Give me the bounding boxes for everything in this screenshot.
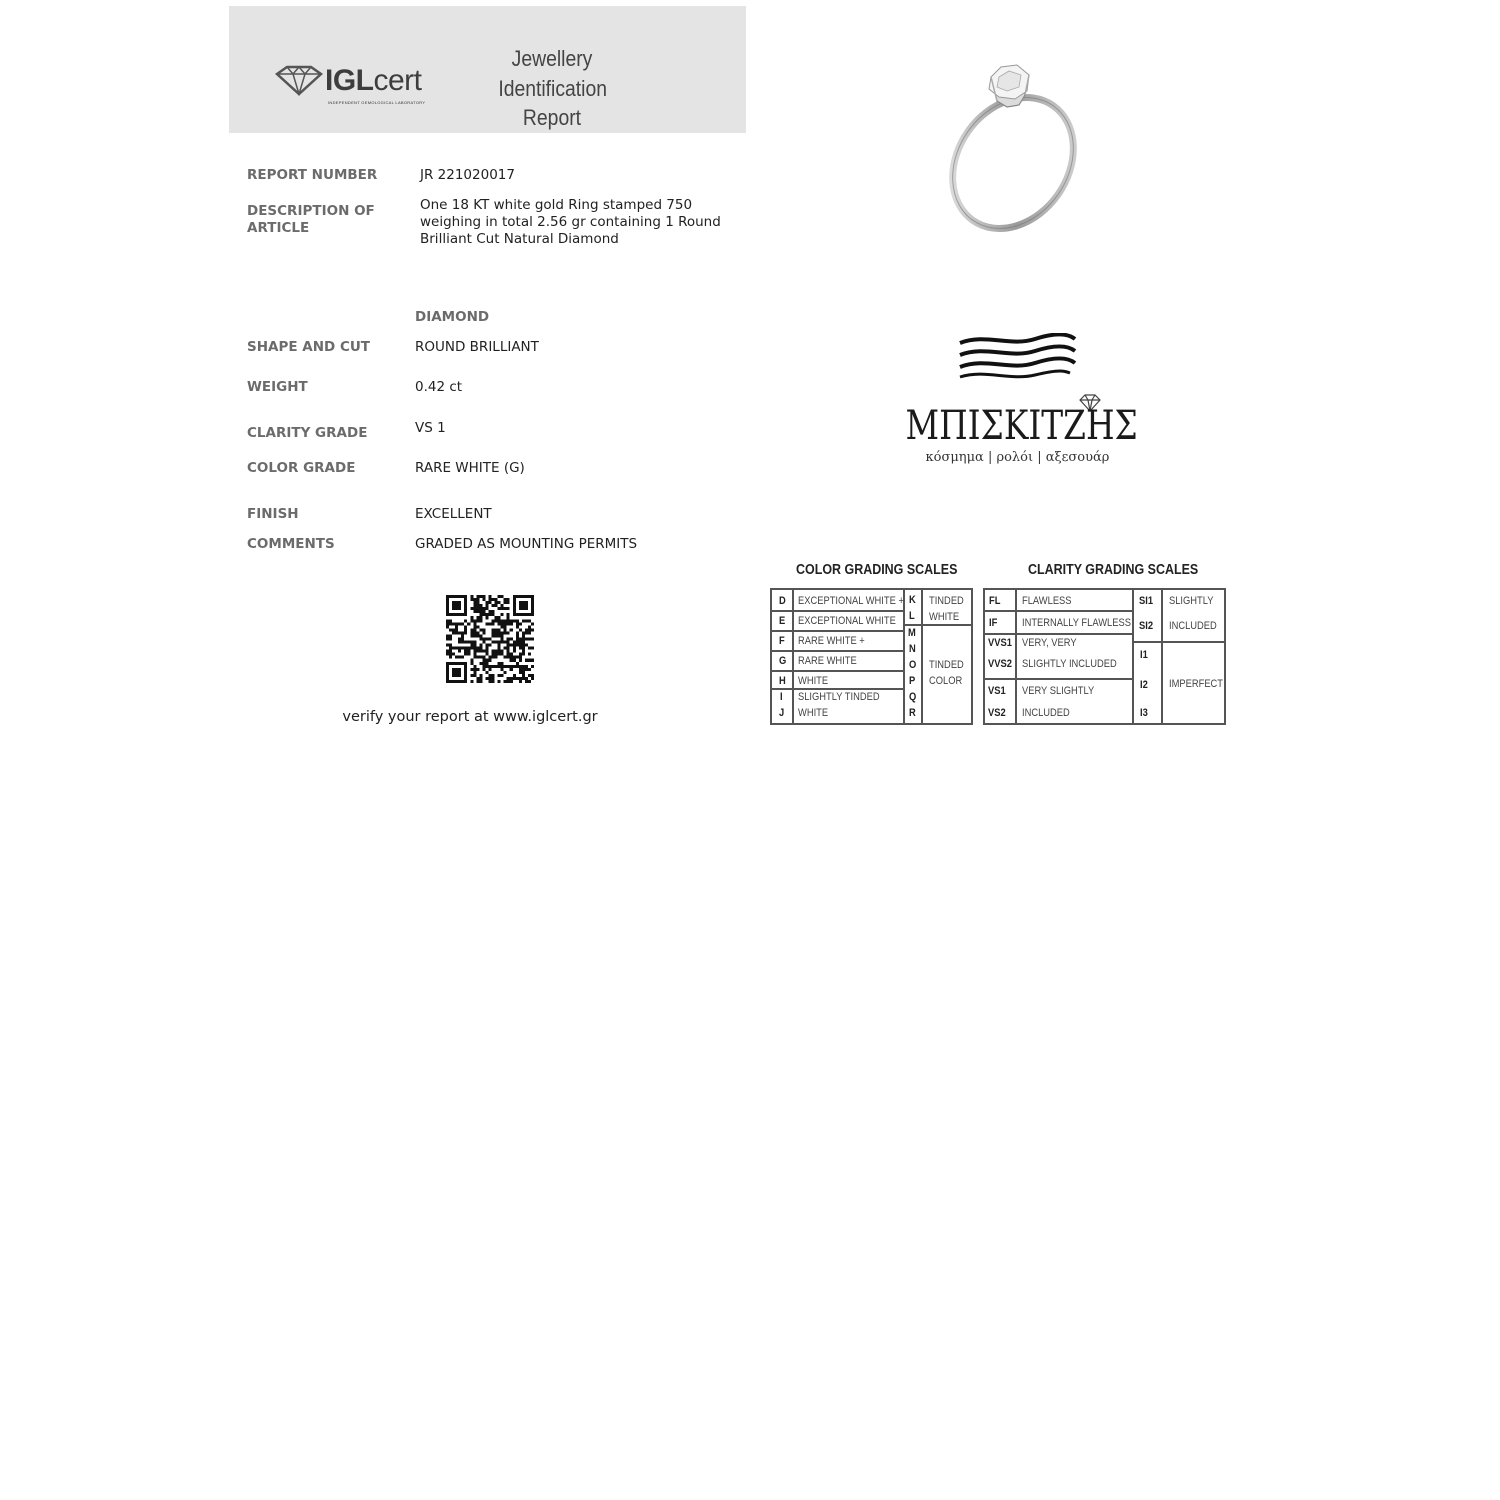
finish-label: FINISH: [247, 506, 299, 522]
clarity-grade-code: [1140, 707, 1149, 720]
clarity-grade-code: [1140, 679, 1149, 692]
table-divider: [984, 633, 1133, 635]
weight-label: WEIGHT: [247, 379, 308, 395]
color-grade-letter-text: D: [779, 595, 786, 607]
color-grade-letter: [779, 675, 787, 688]
color-grade-letter-text: Q: [909, 691, 917, 703]
color-grade-letter: [779, 707, 785, 720]
clarity-grade-desc-text: FLAWLESS: [1022, 595, 1072, 607]
description-line: Brilliant Cut Natural Diamond: [420, 231, 619, 247]
color-grade-desc: [798, 707, 833, 720]
document-title: [491, 44, 613, 133]
color-grade-letter: [909, 691, 918, 704]
comments-value: GRADED AS MOUNTING PERMITS: [415, 536, 638, 552]
color-grade-letter: [909, 659, 918, 672]
color-grade-letter: [909, 594, 917, 607]
clarity-grade-code-text: VS2: [988, 707, 1006, 719]
clarity-grade-desc-text: SLIGHTLY INCLUDED: [1022, 658, 1117, 670]
clarity-grade-code-text: IF: [989, 617, 998, 629]
color-grade-desc: [798, 655, 867, 668]
description-line: weighing in total 2.56 gr containing 1 Round: [420, 214, 721, 230]
tinted-color-label: [929, 659, 970, 672]
brand-waves-logo: [955, 333, 1080, 381]
table-divider: [771, 610, 904, 612]
report-number-label: REPORT NUMBER: [247, 167, 378, 183]
tinted-color-text: COLOR: [929, 675, 963, 687]
color-grade-letter: [909, 675, 916, 688]
color-grade-letter-text: P: [909, 675, 916, 687]
clarity-grade-code: [988, 637, 1016, 650]
clarity-grade-code: [1139, 595, 1156, 608]
color-grade-letter-text: H: [779, 675, 786, 687]
table-divider: [1161, 589, 1163, 724]
color-grade-letter: [779, 635, 786, 648]
table-divider: [771, 670, 904, 672]
color-grade-letter-text: G: [779, 655, 787, 667]
clarity-scale-title: [1028, 562, 1226, 578]
imperfect-text: IMPERFECT: [1169, 678, 1224, 690]
clarity-grade-code: [988, 707, 1009, 720]
shape-cut-label: SHAPE AND CUT: [247, 339, 371, 355]
color-grade-letter-text: E: [779, 615, 786, 627]
color-grade-desc-text: WHITE: [798, 675, 829, 687]
color-grade-letter: [909, 707, 917, 720]
tinted-white-text: TINDED: [929, 595, 964, 607]
color-grade-letter-text: M: [908, 627, 916, 639]
finish-value: EXCELLENT: [415, 506, 492, 522]
color-grade-desc-text: RARE WHITE: [798, 655, 857, 667]
color-grade-letter: [909, 610, 916, 623]
clarity-grade-code: [989, 595, 1002, 608]
table-divider: [771, 650, 904, 652]
table-divider: [921, 589, 923, 724]
weight-value: 0.42 ct: [415, 379, 463, 395]
ring-photo: [935, 55, 1095, 235]
tinted-white-label: [929, 595, 970, 608]
table-divider: [771, 688, 904, 690]
clarity-grade-code-text: I2: [1140, 679, 1148, 691]
clarity-grade-code: [1139, 620, 1156, 633]
color-grade-letter-text: O: [909, 659, 917, 671]
brand-name: [880, 400, 1155, 452]
comments-label: COMMENTS: [247, 536, 335, 552]
color-grade-letter-text: I: [780, 691, 783, 703]
clarity-grade-code-text: VVS1: [988, 637, 1012, 649]
clarity-grade-desc: [1022, 595, 1080, 608]
color-grade-desc-text: RARE WHITE +: [798, 635, 865, 647]
report-header: [229, 6, 746, 133]
tinted-color-text: TINDED: [929, 659, 964, 671]
table-divider: [1133, 641, 1225, 643]
clarity-grade-desc: [1022, 707, 1078, 720]
color-grade-letter: [779, 655, 788, 668]
table-divider: [771, 630, 904, 632]
qr-modules: [446, 595, 534, 683]
color-grade-letter-text: R: [909, 707, 916, 719]
color-grade-letter-text: F: [779, 635, 785, 647]
color-grade-letter: [780, 691, 783, 704]
description-label-line: ARTICLE: [247, 220, 310, 236]
color-grade-desc-text: WHITE: [798, 707, 829, 719]
report-number-value: JR 221020017: [420, 167, 515, 183]
description-line: One 18 KT white gold Ring stamped 750: [420, 197, 693, 213]
clarity-grade-code: [988, 658, 1016, 671]
color-grade-letter: [909, 643, 917, 656]
document-title-line: Identification: [498, 75, 608, 101]
slightly-included-label: [1169, 620, 1225, 633]
color-grade-letter: [908, 627, 917, 640]
color-grade-label: COLOR GRADE: [247, 460, 356, 476]
diamond-logo-icon: [275, 64, 323, 96]
clarity-grade-code-text: I1: [1140, 649, 1148, 661]
clarity-grade-code: [988, 685, 1009, 698]
slightly-included-text: SLIGHTLY: [1169, 595, 1214, 607]
clarity-grade-desc: [1022, 658, 1133, 671]
color-grade-desc: [798, 691, 894, 704]
clarity-grade-desc: [1022, 685, 1107, 698]
clarity-grade-code-text: I3: [1140, 707, 1148, 719]
color-grade-letter-text: J: [779, 707, 785, 719]
color-grade-desc-text: SLIGHTLY TINDED: [798, 691, 880, 703]
color-grade-letter: [779, 595, 787, 608]
table-divider: [984, 678, 1133, 680]
clarity-grade-desc-text: INTERNALLY FLAWLESS: [1022, 617, 1131, 629]
tinted-white-label: [929, 611, 964, 624]
brand-name-text: ΜΠΙΣΚΙΤΖΗΣ: [905, 403, 1138, 449]
clarity-grade-code: [989, 617, 999, 630]
brand-tagline: κόσμημα | ρολόι | αξεσουάρ: [925, 450, 1110, 465]
table-divider: [984, 610, 1133, 612]
logo-tagline: INDEPENDENT GEMOLOGICAL LABORATORY: [328, 100, 426, 105]
clarity-grade-desc-text: VERY, VERY: [1022, 637, 1077, 649]
color-grade-letter-text: N: [909, 643, 916, 655]
clarity-grade-code-text: VVS2: [988, 658, 1012, 670]
iglcert-logo: [275, 64, 450, 104]
color-grade-letter-text: L: [909, 610, 915, 622]
diamond-section-heading: DIAMOND: [415, 309, 490, 325]
color-grade-desc: [798, 595, 923, 608]
clarity-grade-code-text: SI2: [1139, 620, 1154, 632]
clarity-grade-code-text: FL: [989, 595, 1001, 607]
color-grade-desc: [798, 635, 877, 648]
color-grade-desc: [798, 615, 913, 628]
logo-wordmark: [325, 64, 422, 98]
color-grade-desc-text: EXCEPTIONAL WHITE: [798, 615, 896, 627]
color-grade-letter: [779, 615, 786, 628]
document-title-line: Report: [522, 105, 582, 130]
qr-code[interactable]: [446, 595, 534, 683]
table-divider: [904, 624, 972, 626]
logo-brand-bold: IGL: [325, 64, 374, 97]
clarity-grade-code-text: SI1: [1139, 595, 1154, 607]
clarity-grade-code: [1140, 649, 1149, 662]
imperfect-label: [1169, 678, 1233, 691]
color-grade-desc-text: EXCEPTIONAL WHITE +: [798, 595, 904, 607]
description-label-line: DESCRIPTION OF: [247, 203, 375, 219]
shape-cut-value: ROUND BRILLIANT: [415, 339, 539, 355]
color-grade-letter-text: K: [909, 594, 916, 606]
tinted-color-label: [929, 675, 968, 688]
slightly-included-label: [1169, 595, 1221, 608]
clarity-grade-desc: [1022, 637, 1086, 650]
color-grade-value: RARE WHITE (G): [415, 460, 525, 476]
clarity-grade-desc-text: INCLUDED: [1022, 707, 1070, 719]
color-scale-title: [796, 562, 984, 578]
color-grade-desc: [798, 675, 833, 688]
clarity-grade-desc: [1022, 617, 1150, 630]
clarity-grade-value: VS 1: [415, 420, 446, 436]
clarity-grading-table: [983, 588, 1226, 725]
clarity-grade-desc-text: VERY SLIGHTLY: [1022, 685, 1095, 697]
slightly-included-text: INCLUDED: [1169, 620, 1217, 632]
document-title-line: Jewellery: [511, 46, 593, 71]
logo-brand-light: cert: [373, 64, 422, 97]
clarity-scale-title-text: CLARITY GRADING SCALES: [1028, 562, 1199, 578]
tinted-white-text: WHITE: [929, 611, 960, 623]
clarity-grade-label: CLARITY GRADE: [247, 425, 368, 441]
color-scale-title-text: COLOR GRADING SCALES: [796, 562, 958, 578]
clarity-grade-code-text: VS1: [988, 685, 1006, 697]
verify-link-text[interactable]: verify your report at www.iglcert.gr: [342, 709, 598, 725]
